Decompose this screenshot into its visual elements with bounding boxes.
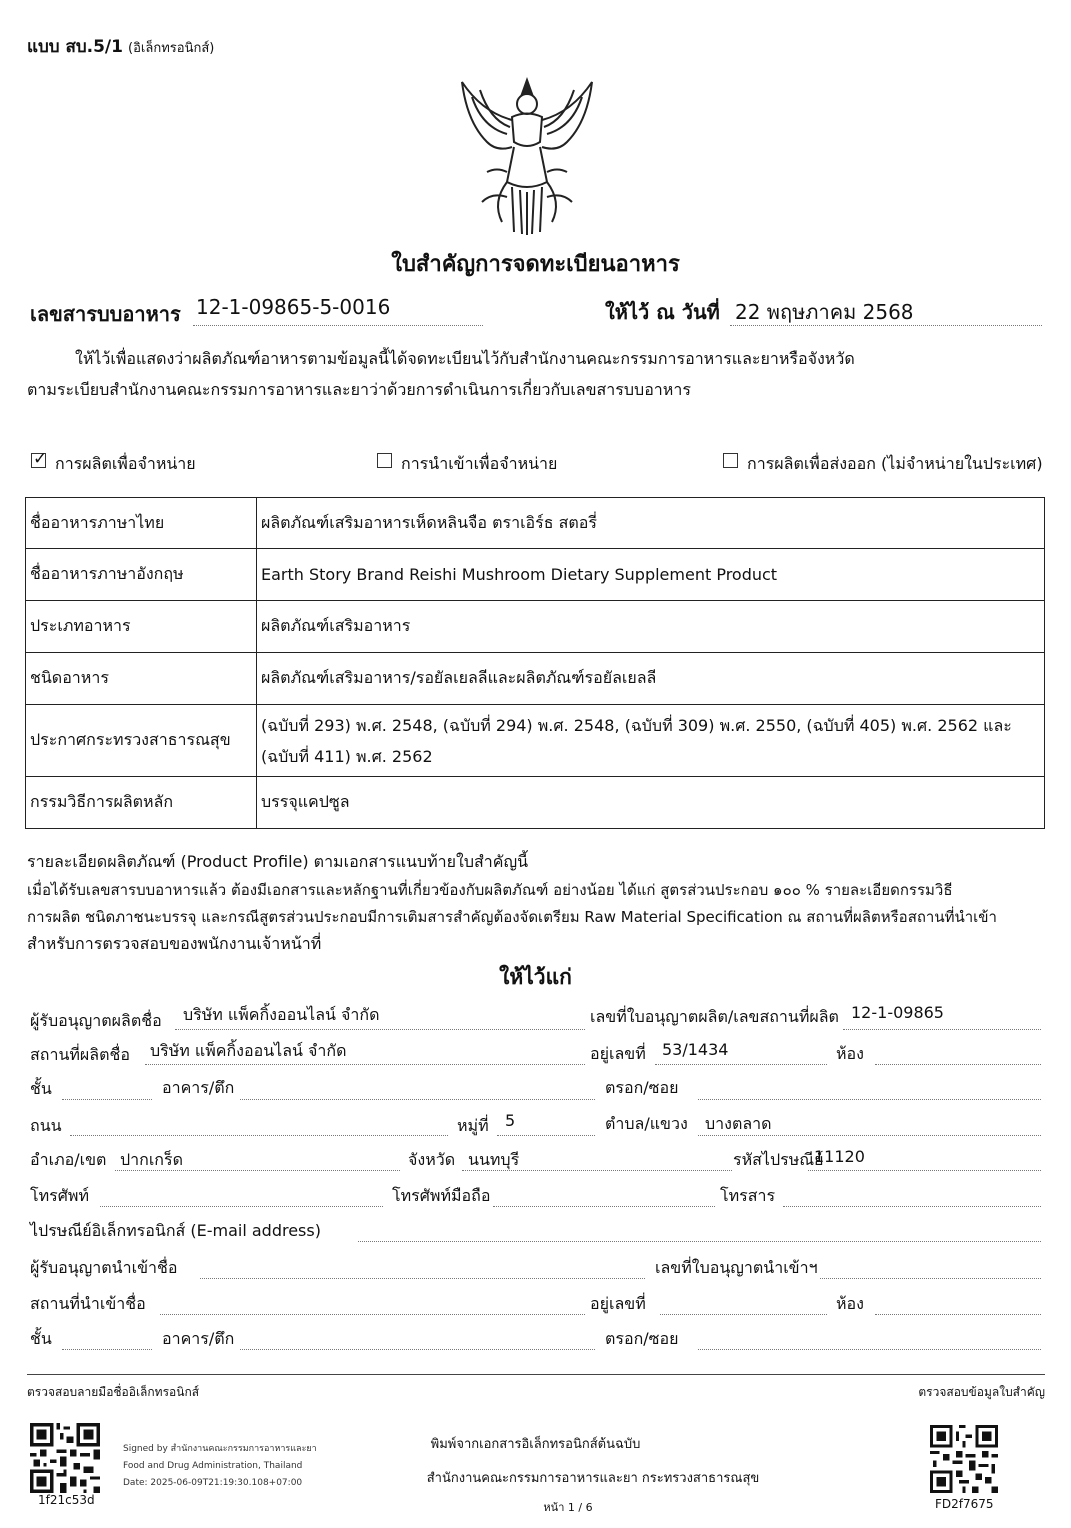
table-row [26,549,1045,601]
license-no-value: 12-1-09865 [851,1003,944,1022]
table-row [26,653,1045,705]
license-no-label: เลขที่ใบอนุญาตผลิต/เลขสถานที่ผลิต [590,1007,839,1026]
signature-code: 1f21c53d [38,1493,95,1507]
issued-value: 22 พฤษภาคม 2568 [735,300,914,324]
table-label: ประกาศกระทรวงสาธารณสุข [26,705,257,777]
phone-label: โทรศัพท์ [30,1186,89,1205]
note-line: การผลิต ชนิดภาชนะบรรจุ และกรณีสูตรส่วนประกอบมีการเติมสารสำคัญต้องจัดเตรียม Raw Material Specification ณ สถานที่ผลิตหรือสถานที่นำเข้า [27,908,997,926]
form-code: แบบ สบ.5/1 (อิเล็กทรอนิกส์) [27,37,215,57]
checkbox-label: การผลิตเพื่อจำหน่าย [55,454,196,473]
checkbox-manufacture-for-sale[interactable]: ✓ [33,449,48,469]
signed-by: Signed by สำนักงานคณะกรรมการอาหารและยา [123,1444,317,1454]
intro-line-2: ตามระเบียบสำนักงานคณะกรรมการอาหารและยาว่าด้วยการดำเนินการเกี่ยวกับเลขสารบบอาหาร [27,380,691,399]
table-value: ผลิตภัณฑ์เสริมอาหารเห็ดหลินจือ ตราเอิร์ธ สตอรี่ [257,498,1045,549]
import-house-label: อยู่เลขที่ [590,1294,646,1313]
table-label: ชื่ออาหารภาษาไทย [26,498,257,549]
verify-signature-label: ตรวจสอบลายมือชื่ออิเล็กทรอนิกส์ [27,1385,200,1399]
import-license-label: เลขที่ใบอนุญาตนำเข้าฯ [655,1258,818,1277]
table-value: (ฉบับที่ 293) พ.ศ. 2548, (ฉบับที่ 294) พ.ศ. 2548, (ฉบับที่ 309) พ.ศ. 2550, (ฉบับที่ 405) พ.ศ. 2562 และ (ฉบับที่ 411) พ.ศ. 2562 [257,705,1045,777]
import-floor-label: ชั้น [30,1329,52,1348]
place-label: สถานที่ผลิตชื่อ [30,1045,130,1064]
importer-label: ผู้รับอนุญาตนำเข้าชื่อ [30,1258,178,1277]
import-building-label: อาคาร/ตึก [162,1329,235,1348]
table-value: Earth Story Brand Reishi Mushroom Dietary Supplement Product [257,549,1045,601]
serial-label: เลขสารบบอาหาร [30,302,181,326]
table-row [26,498,1045,549]
moo-value: 5 [505,1111,516,1130]
place-value: บริษัท แพ็คกิ้งออนไลน์ จำกัด [150,1041,347,1060]
office-name: สำนักงานคณะกรรมการอาหารและยา กระทรวงสาธารณสุข [426,1471,760,1486]
table-label: กรรมวิธีการผลิตหลัก [26,777,257,829]
licensee-label: ผู้รับอนุญาตผลิตชื่อ [30,1011,162,1030]
note-line: สำหรับการตรวจสอบของพนักงานเจ้าหน้าที่ [27,934,322,953]
certificate-code: FD2f7675 [935,1497,994,1511]
page-number: หน้า 1 / 6 [543,1501,593,1514]
org-english: Food and Drug Administration, Thailand [123,1461,303,1471]
building-label: อาคาร/ตึก [162,1078,235,1097]
house-no-value: 53/1434 [662,1040,729,1059]
note-line: เมื่อได้รับเลขสารบบอาหารแล้ว ต้องมีเอกสารและหลักฐานที่เกี่ยวข้องกับผลิตภัณฑ์ อย่างน้อย ได้แก่ สูตรส่วนประกอบ ๑๐๐ % รายละเอียดกรรมวิธี [27,881,953,899]
mobile-label: โทรศัพท์มือถือ [392,1186,491,1205]
district-value: ปากเกร็ด [120,1150,183,1169]
email-label: ไปรษณีย์อิเล็กทรอนิกส์ (E-mail address) [30,1221,321,1240]
footer-divider [27,1374,1045,1375]
subdistrict-label: ตำบล/แขวง [605,1114,688,1133]
import-room-label: ห้อง [836,1294,864,1313]
postal-label: รหัสไปรษณีย์ [733,1150,824,1169]
checkbox-label: การนำเข้าเพื่อจำหน่าย [401,454,558,473]
table-label: ชนิดอาหาร [26,653,257,705]
document-title: ใบสำคัญการจดทะเบียนอาหาร [391,252,680,277]
product-info-table [25,497,1045,829]
fax-label: โทรสาร [720,1186,776,1205]
table-row [26,777,1045,829]
import-alley-label: ตรอก/ซอย [605,1329,679,1348]
subdistrict-value: บางตลาด [705,1114,772,1133]
road-label: ถนน [30,1116,62,1135]
given-to-heading: ให้ไว้แก่ [499,965,572,989]
table-value: ผลิตภัณฑ์เสริมอาหาร/รอยัลเยลลีและผลิตภัณฑ์รอยัลเยลลี [257,653,1045,705]
alley-label: ตรอก/ซอย [605,1078,679,1097]
district-label: อำเภอ/เขต [30,1150,107,1169]
province-value: นนทบุรี [468,1150,520,1169]
licensee-value: บริษัท แพ็คกิ้งออนไลน์ จำกัด [183,1005,380,1024]
garuda-emblem-icon [452,72,602,237]
import-place-label: สถานที่นำเข้าชื่อ [30,1294,146,1313]
verify-certificate-label: ตรวจสอบข้อมูลใบสำคัญ [918,1385,1045,1399]
checkbox-import-for-sale[interactable] [377,453,392,468]
issued-label: ให้ไว้ ณ วันที่ [605,300,720,324]
checkbox-manufacture-for-export[interactable] [723,453,738,468]
room-label: ห้อง [836,1044,864,1063]
note-line: รายละเอียดผลิตภัณฑ์ (Product Profile) ตามเอกสารแนบท้ายใบสำคัญนี้ [27,852,529,871]
table-value: ผลิตภัณฑ์เสริมอาหาร [257,601,1045,653]
intro-line-1: ให้ไว้เพื่อแสดงว่าผลิตภัณฑ์อาหารตามข้อมูลนี้ได้จดทะเบียนไว้กับสำนักงานคณะกรรมการอาหารและยาหรือจังหวัด [75,349,855,368]
table-label: ประเภทอาหาร [26,601,257,653]
moo-label: หมู่ที่ [457,1116,489,1135]
signed-date: Date: 2025-06-09T21:19:30.108+07:00 [123,1478,303,1488]
table-value: บรรจุแคปซูล [257,777,1045,829]
postal-value: 11120 [814,1147,865,1166]
table-row [26,705,1045,777]
province-label: จังหวัด [408,1150,456,1169]
floor-label: ชั้น [30,1079,52,1098]
certificate-qr-code-icon[interactable] [930,1425,998,1493]
printed-from: พิมพ์จากเอกสารอิเล็กทรอนิกส์ต้นฉบับ [430,1437,641,1452]
table-label: ชื่ออาหารภาษาอังกฤษ [26,549,257,601]
table-row [26,601,1045,653]
serial-value: 12-1-09865-5-0016 [196,295,391,319]
house-no-label: อยู่เลขที่ [590,1044,646,1063]
checkbox-label: การผลิตเพื่อส่งออก (ไม่จำหน่ายในประเทศ) [747,454,1043,473]
